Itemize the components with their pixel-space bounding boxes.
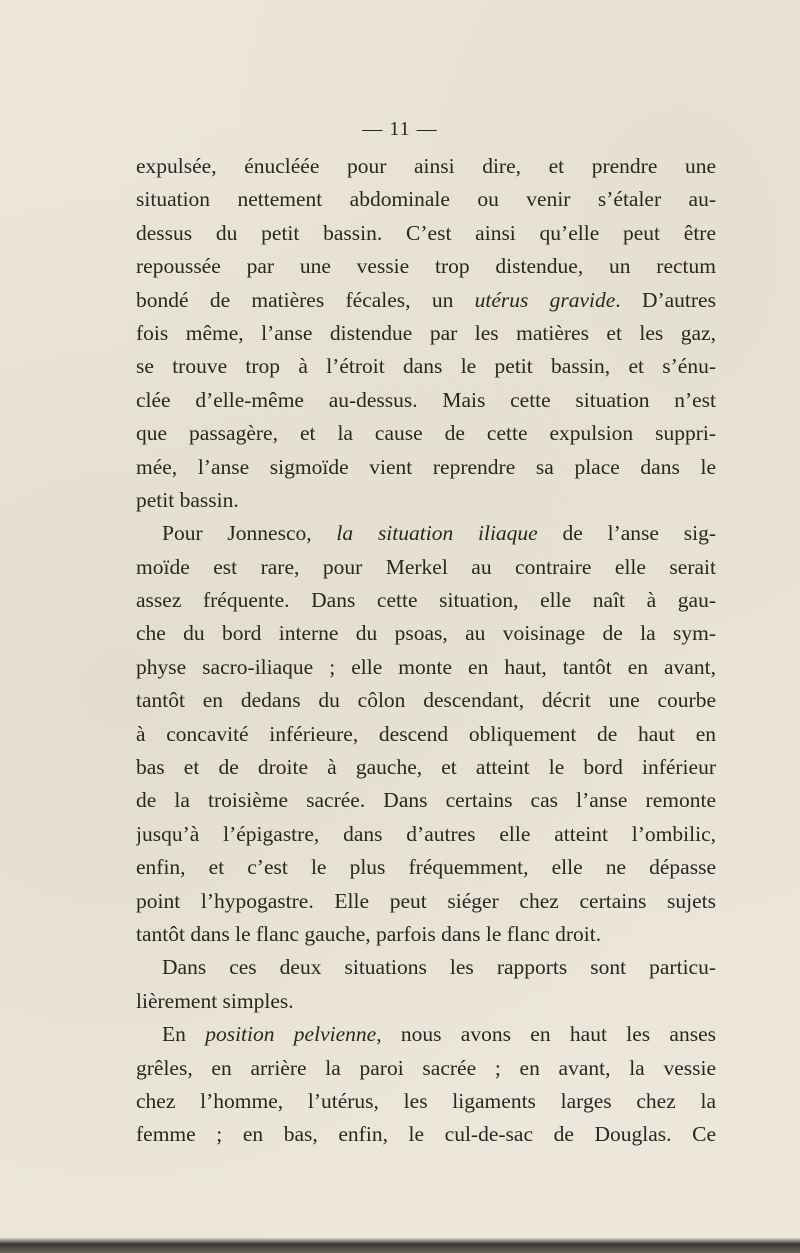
text-run: jusqu’à l’épigastre, dans d’autres elle atteint l’ombilic,	[136, 821, 716, 846]
text-run: enfin, et c’est le plus fréquemment, elle ne dépasse	[136, 855, 716, 880]
text-run: moïde est rare, pour Merkel au contraire elle serait	[136, 554, 716, 579]
text-run: tantôt en dedans du côlon descendant, décrit une courbe	[136, 688, 716, 713]
text-run: grêles, en arrière la paroi sacrée ; en avant, la vessie	[136, 1055, 716, 1080]
text-run: situation nettement abdominale ou venir s’étaler au-	[136, 187, 716, 212]
text-line	[136, 818, 716, 851]
text-line	[136, 617, 716, 650]
text-line	[136, 751, 716, 784]
text-run: Pour Jonnesco,	[162, 521, 337, 546]
text-run: physe sacro-iliaque ; elle monte en haut, tantôt en avant,	[136, 654, 716, 679]
text-run: . D’autres	[615, 287, 716, 312]
text-run: Dans ces deux situations les rapports sont particu-	[162, 955, 716, 980]
text-line	[136, 417, 716, 450]
text-run: à concavité inférieure, descend obliquement de haut en	[136, 721, 716, 746]
text-line	[136, 1052, 716, 1085]
text-line	[136, 951, 716, 984]
text-run: point l’hypogastre. Elle peut siéger chez certains sujets	[136, 888, 716, 913]
page-bottom-edge	[0, 1238, 800, 1253]
text-line	[136, 718, 716, 751]
text-line	[136, 183, 716, 216]
text-run: clée d’elle-même au-dessus. Mais cette situation n’est	[136, 387, 716, 412]
text-line	[136, 250, 716, 283]
text-run: bondé de matières fécales, un	[136, 287, 475, 312]
text-run: de la troisième sacrée. Dans certains cas l’anse remonte	[136, 788, 716, 813]
text-run: fois même, l’anse distendue par les matières et les gaz,	[136, 320, 716, 345]
text-run: che du bord interne du psoas, au voisinage de la sym-	[136, 621, 716, 646]
italic-phrase: position pelvienne	[205, 1022, 377, 1047]
text-line	[136, 851, 716, 884]
text-run: mée, l’anse sigmoïde vient reprendre sa place dans le	[136, 454, 716, 479]
text-line	[136, 517, 716, 550]
text-run: , nous avons en haut les anses	[376, 1022, 716, 1047]
text-line	[136, 985, 716, 1018]
text-line	[136, 1018, 716, 1051]
text-run: lièrement simples.	[136, 988, 294, 1013]
text-line	[136, 584, 716, 617]
text-run: se trouve trop à l’étroit dans le petit bassin, et s’énu-	[136, 354, 716, 379]
text-run: dessus du petit bassin. C’est ainsi qu’elle peut être	[136, 220, 716, 245]
text-run: de l’anse sig-	[537, 521, 716, 546]
text-line	[136, 651, 716, 684]
text-run: que passagère, et la cause de cette expulsion suppri-	[136, 421, 716, 446]
text-run: femme ; en bas, enfin, le cul-de-sac de Douglas. Ce	[136, 1122, 716, 1147]
text-run: bas et de droite à gauche, et atteint le bord inférieur	[136, 755, 716, 780]
text-line	[136, 551, 716, 584]
text-line	[136, 484, 716, 517]
text-line	[136, 451, 716, 484]
page-number: — 11 —	[362, 118, 438, 140]
italic-phrase: utérus gravide	[474, 287, 616, 312]
text-line	[136, 384, 716, 417]
text-run: chez l’homme, l’utérus, les ligaments larges chez la	[136, 1088, 716, 1113]
text-run: tantôt dans le flanc gauche, parfois dans le flanc droit.	[136, 921, 602, 946]
text-line	[136, 284, 716, 317]
text-run: expulsée, énucléée pour ainsi dire, et prendre une	[136, 154, 716, 178]
text-line	[136, 684, 716, 717]
text-line	[136, 350, 716, 383]
text-run: En	[162, 1022, 206, 1047]
text-line	[136, 1085, 716, 1118]
italic-phrase: la situation iliaque	[336, 521, 538, 546]
text-run: assez fréquente. Dans cette situation, elle naît à gau-	[136, 588, 716, 613]
text-line	[136, 217, 716, 250]
text-line	[136, 317, 716, 350]
text-line	[136, 150, 716, 183]
text-run: repoussée par une vessie trop distendue, un rectum	[136, 254, 716, 279]
text-line	[136, 1118, 716, 1151]
text-line	[136, 885, 716, 918]
text-run: petit bassin.	[136, 487, 239, 512]
text-line	[136, 784, 716, 817]
text-line	[136, 918, 716, 951]
body-text	[136, 150, 716, 1152]
